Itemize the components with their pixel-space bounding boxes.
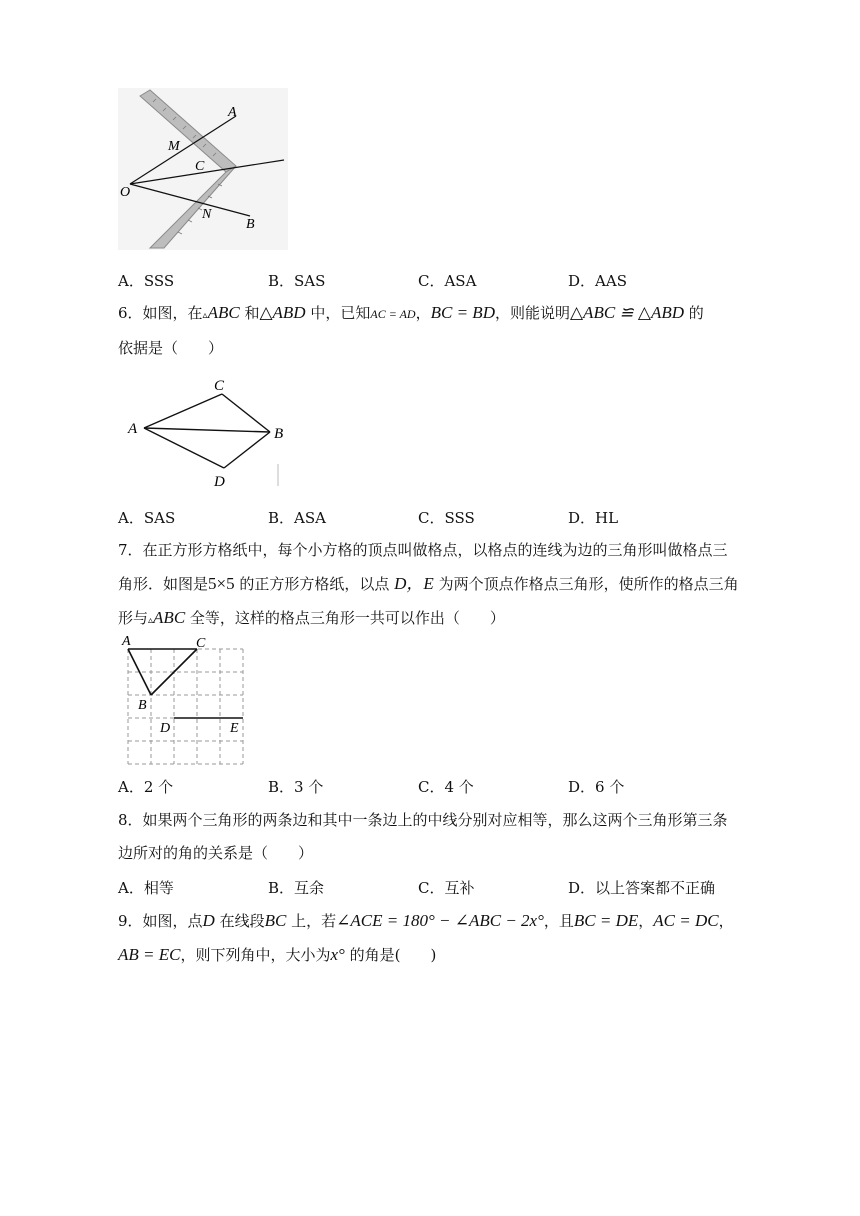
q7-abc: ABC xyxy=(153,608,186,627)
label-B: B xyxy=(274,426,284,442)
label-A: A xyxy=(122,634,131,649)
q7-grid-size: 5×5 xyxy=(208,574,235,593)
q6-option-c[interactable]: C．SSS xyxy=(418,509,475,527)
label-M: M xyxy=(168,139,180,154)
q6-congruent: △ABC ≌ △ABD xyxy=(569,303,685,322)
label-N: N xyxy=(202,207,212,222)
label-C: C xyxy=(196,636,206,651)
q9-text-h: 的角是( ) xyxy=(344,946,437,964)
q8-option-c[interactable]: C．互补 xyxy=(418,879,475,897)
q9-segment-bc: BC xyxy=(264,911,287,930)
label-O: O xyxy=(120,185,131,200)
q6-tail: ，则能说明 xyxy=(494,304,570,322)
question-9 xyxy=(118,904,758,972)
label-B: B xyxy=(246,217,255,232)
q9-line-2 xyxy=(118,938,758,972)
q6-option-d[interactable]: D．HL xyxy=(568,509,619,527)
q7-text-d: 形与 xyxy=(118,609,149,627)
question-7 xyxy=(118,534,758,637)
q7-option-a[interactable]: A．2 个 xyxy=(118,778,174,796)
q9-text-b: 在线段 xyxy=(214,912,265,930)
q9-equation-3: AC = DC xyxy=(653,911,719,930)
q9-text-c: 上，若 xyxy=(286,912,337,930)
q7-options xyxy=(118,776,758,800)
q9-text-a: 9．如图，点 xyxy=(118,912,203,930)
q5-option-b[interactable]: B．SAS xyxy=(268,272,326,290)
q8-option-b[interactable]: B．互余 xyxy=(268,879,325,897)
triangle-symbol: ▵ xyxy=(148,615,154,626)
triangle-symbol: ▵ xyxy=(202,310,208,321)
q6-end: 的 xyxy=(684,304,704,322)
q9-line-1 xyxy=(118,904,758,938)
label-D: D xyxy=(214,474,225,490)
q6-line-1 xyxy=(118,296,758,332)
figure-q7 xyxy=(118,632,248,768)
q8-option-d[interactable]: D．以上答案都不正确 xyxy=(568,879,716,897)
label-C: C xyxy=(195,159,205,174)
q5-option-a[interactable]: A．SSS xyxy=(118,272,175,290)
q5-option-c[interactable]: C．ASA xyxy=(418,272,477,290)
q8-line-1: 8．如果两个三角形的两条边和其中一条边上的中线分别对应相等，那么这两个三角形第三条 xyxy=(118,811,728,829)
q9-point-d: D xyxy=(202,911,215,930)
figure-q6 xyxy=(124,374,284,492)
q6-bc-bd: BC = BD xyxy=(430,303,495,322)
figure-q5 xyxy=(118,88,288,250)
q8-option-a[interactable]: A．相等 xyxy=(118,879,174,897)
figure-q6-lines xyxy=(144,394,270,468)
q5-option-d[interactable]: D．AAS xyxy=(568,272,627,290)
q6-comma: ， xyxy=(415,304,431,322)
q9-x-degree: x° xyxy=(330,945,345,964)
q9-text-d: ，且 xyxy=(543,912,574,930)
q9-text-f: ， xyxy=(718,912,734,930)
q7-text-e: 全等，这样的格点三角形一共可以作出（ ） xyxy=(185,609,505,627)
q7-text-a: 角形．如图是 xyxy=(118,575,209,593)
q7-line-2 xyxy=(118,567,758,601)
q8-line-2: 边所对的角的关系是（ ） xyxy=(118,844,314,862)
q9-text-g: ，则下列角中，大小为 xyxy=(180,946,331,964)
q7-option-c[interactable]: C．4 个 xyxy=(418,778,474,796)
q8-options xyxy=(118,877,758,901)
q5-options xyxy=(118,270,758,294)
q6-mid: 中，已知 xyxy=(305,304,371,322)
label-A: A xyxy=(228,105,237,120)
q6-text: 6．如图，在 xyxy=(118,304,203,322)
q9-text-e: ， xyxy=(638,912,654,930)
q7-line-1: 7．在正方形方格纸中，每个小方格的顶点叫做格点，以格点的连线为边的三角形叫做格点三 xyxy=(118,541,728,559)
question-6 xyxy=(118,296,758,365)
label-C: C xyxy=(214,378,225,394)
q7-option-d[interactable]: D．6 个 xyxy=(568,778,625,796)
q9-equation-2: BC = DE xyxy=(573,911,639,930)
q7-text-c: 为两个顶点作格点三角形，使所作的格点三角 xyxy=(433,575,739,593)
q6-and: 和 xyxy=(239,304,260,322)
question-8 xyxy=(118,804,758,870)
q7-text-b: 的正方形方格纸，以点 xyxy=(234,575,395,593)
label-E: E xyxy=(230,721,239,736)
label-D: D xyxy=(160,721,171,736)
q6-abd: △ABD xyxy=(259,303,306,322)
q9-equation-1: ∠ACE = 180° − ∠ABC − 2x° xyxy=(336,911,544,930)
label-B: B xyxy=(138,698,147,713)
q7-points-de: D，E xyxy=(394,574,434,593)
q6-options xyxy=(118,507,758,531)
q6-line-2: 依据是（ ） xyxy=(118,339,224,357)
q7-option-b[interactable]: B．3 个 xyxy=(268,778,324,796)
q6-option-a[interactable]: A．SAS xyxy=(118,509,176,527)
q6-abc: ABC xyxy=(207,303,240,322)
q6-ac-ad: AC = AD xyxy=(370,307,416,321)
q9-equation-4: AB = EC xyxy=(118,945,181,964)
label-A: A xyxy=(128,421,138,437)
q6-option-b[interactable]: B．ASA xyxy=(268,509,326,527)
